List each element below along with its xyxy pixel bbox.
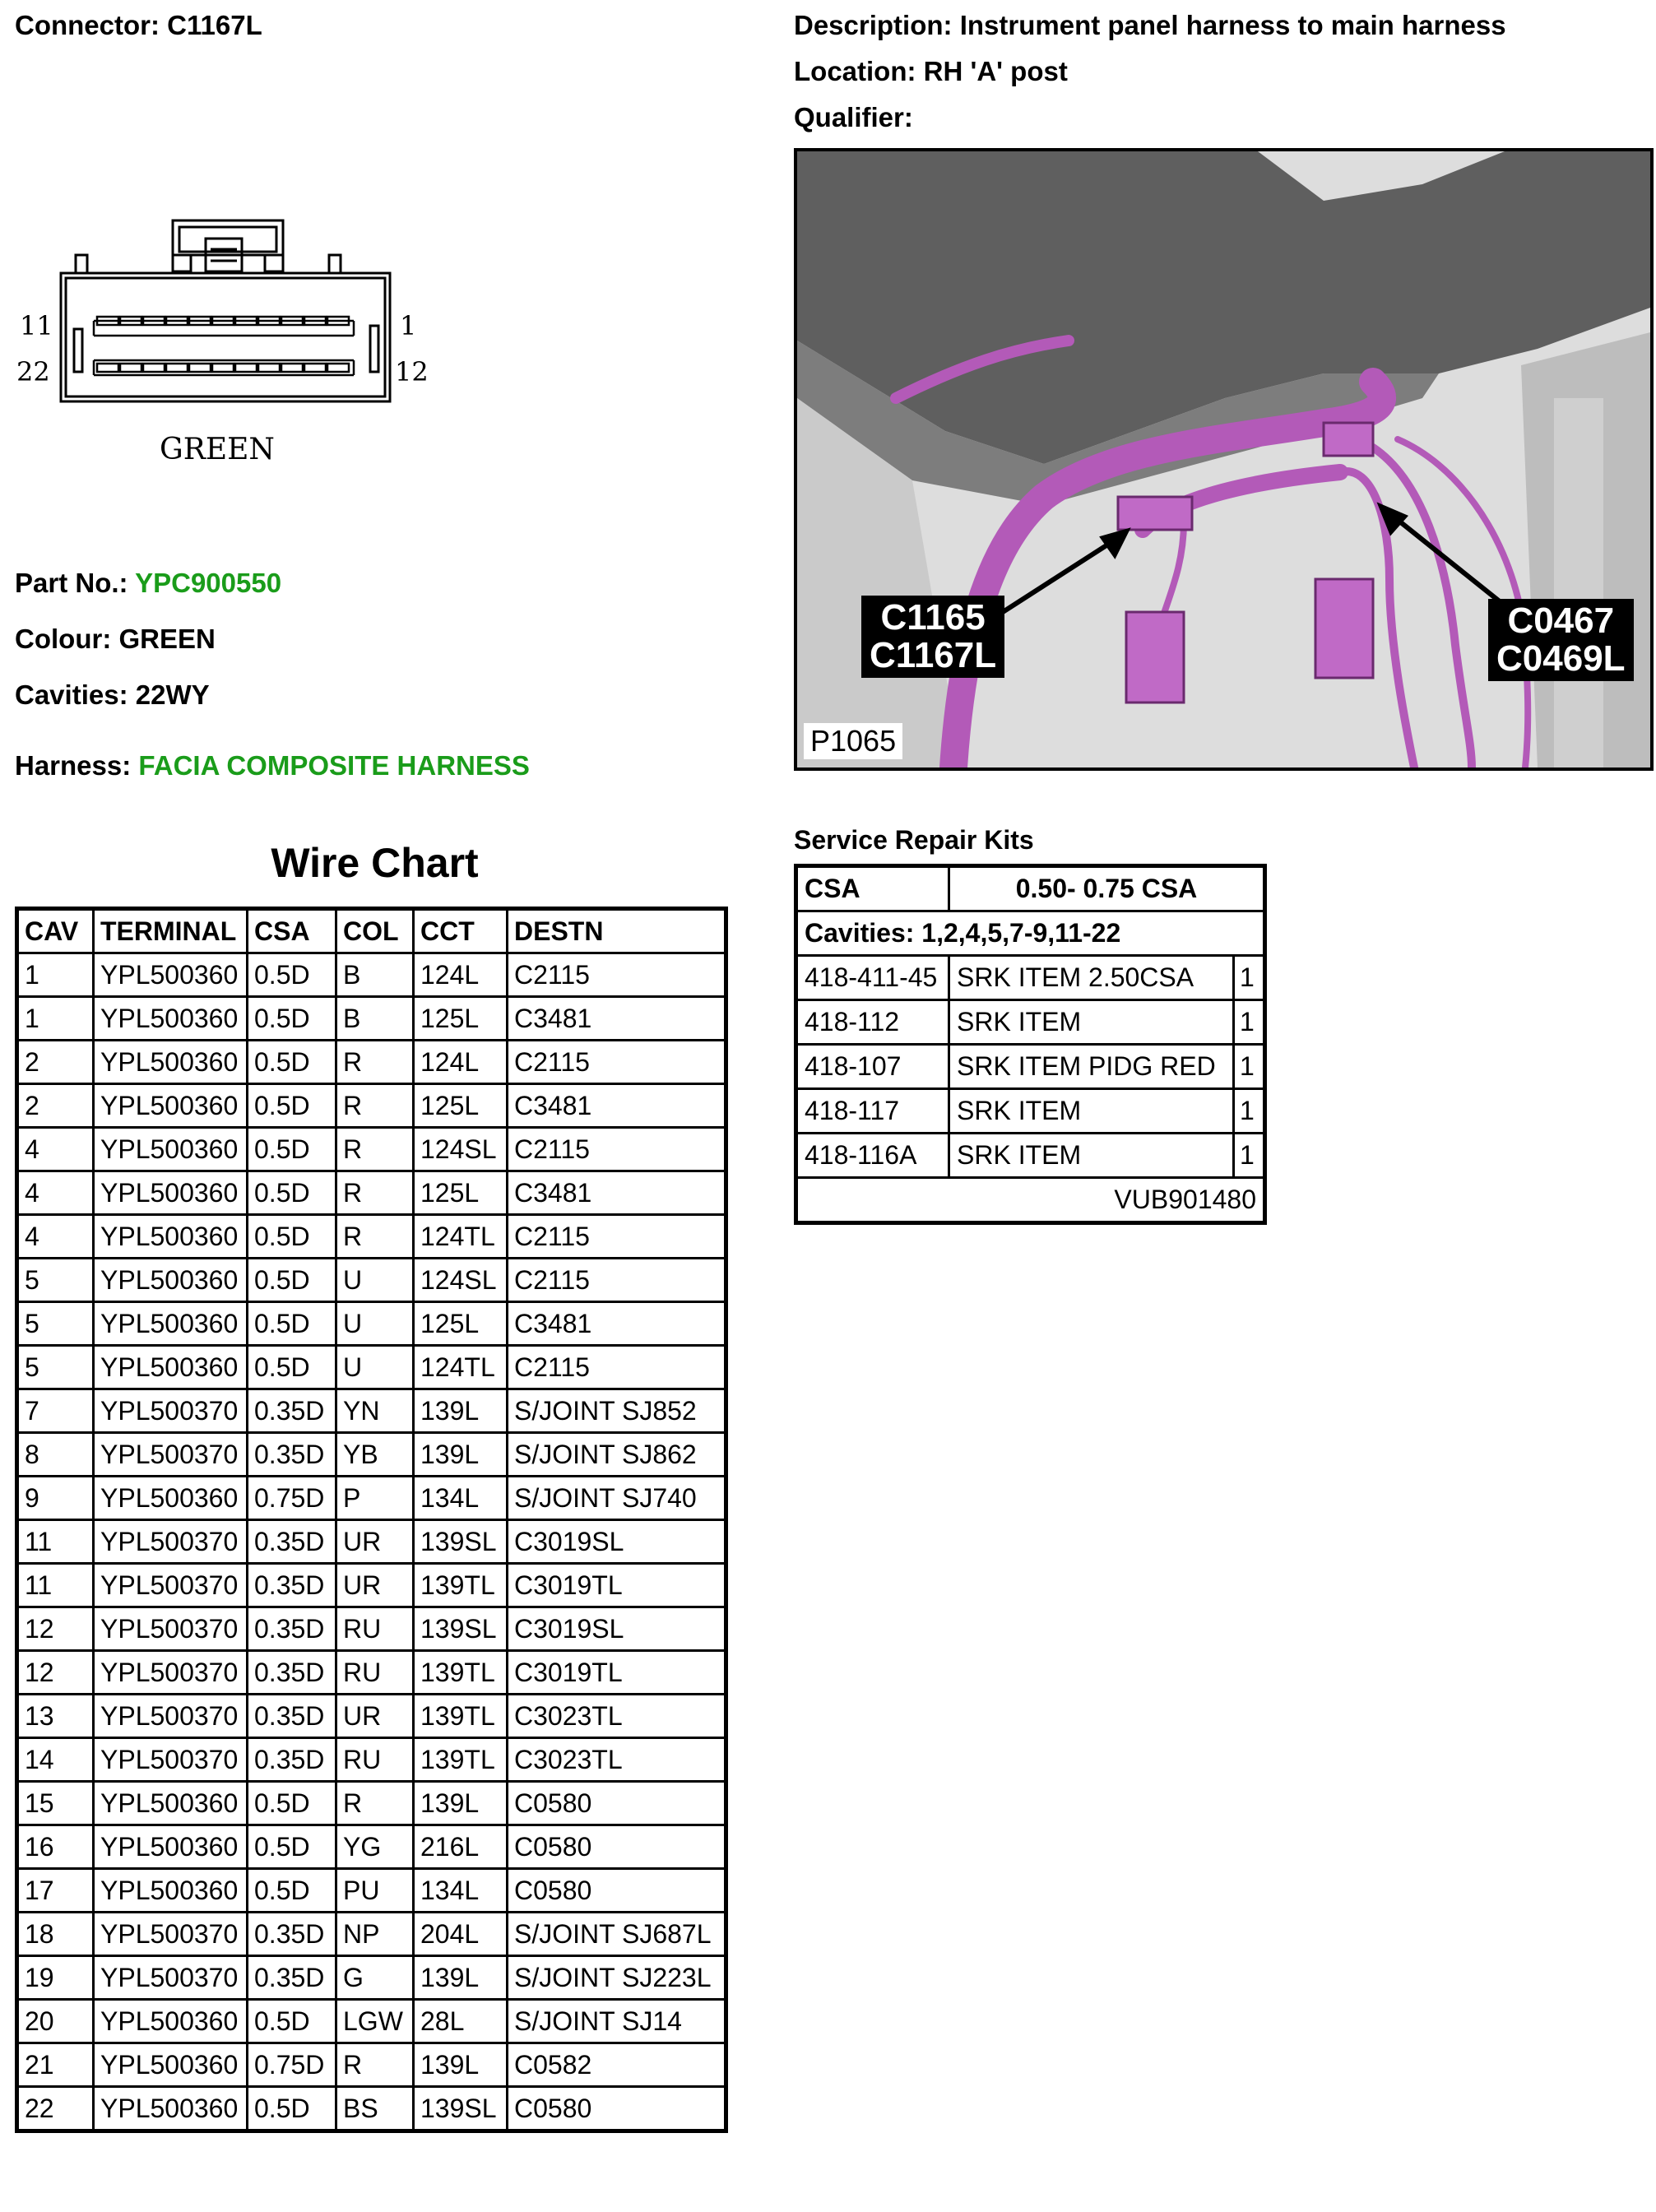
cell-csa: 0.5D: [248, 1346, 336, 1389]
cell-destn: S/JOINT SJ14: [508, 2000, 726, 2043]
cell-cav: 17: [17, 1869, 94, 1913]
table-row: [17, 1433, 726, 1477]
srk-kit-rows: [796, 956, 1265, 1178]
table-row: [17, 2087, 726, 2131]
cell-cct: 124L: [414, 953, 508, 997]
srk-ref-row: [796, 1178, 1265, 1223]
connector-value: C1167L: [167, 10, 262, 40]
cell-destn: S/JOINT SJ740: [508, 1477, 726, 1520]
cell-col: NP: [336, 1913, 414, 1956]
cell-csa: 0.35D: [248, 1913, 336, 1956]
cell-cct: 134L: [414, 1477, 508, 1520]
cell-destn: C2115: [508, 1041, 726, 1084]
table-row: [17, 1825, 726, 1869]
kit-description: SRK ITEM: [949, 1000, 1234, 1045]
srk-csa-row: [796, 866, 1265, 911]
table-row: [17, 1913, 726, 1956]
connector-diagram: [8, 197, 436, 485]
cell-terminal: YPL500370: [94, 1564, 248, 1607]
table-row: [17, 2043, 726, 2087]
cell-csa: 0.5D: [248, 1041, 336, 1084]
cell-csa: 0.35D: [248, 1564, 336, 1607]
callout-right: [1488, 599, 1634, 681]
cell-csa: 0.5D: [248, 1128, 336, 1171]
kit-number: 418-112: [796, 1000, 949, 1045]
kit-description: SRK ITEM 2.50CSA: [949, 956, 1234, 1000]
table-row: [17, 953, 726, 997]
cell-terminal: YPL500360: [94, 2043, 248, 2087]
cell-destn: C3019SL: [508, 1520, 726, 1564]
description-value: Instrument panel harness to main harness: [959, 10, 1506, 40]
part-no-line: [15, 568, 281, 599]
cell-col: U: [336, 1302, 414, 1346]
cell-cct: 139L: [414, 1433, 508, 1477]
cell-col: BS: [336, 2087, 414, 2131]
cell-csa: 0.5D: [248, 1171, 336, 1215]
cell-cct: 124SL: [414, 1259, 508, 1302]
cell-destn: C0582: [508, 2043, 726, 2087]
cell-cct: 139L: [414, 1956, 508, 2000]
cell-terminal: YPL500360: [94, 1041, 248, 1084]
cell-terminal: YPL500370: [94, 1651, 248, 1695]
list-item: [796, 1089, 1265, 1134]
cell-col: LGW: [336, 2000, 414, 2043]
header-cav: CAV: [17, 909, 94, 953]
cell-cct: 125L: [414, 1171, 508, 1215]
list-item: [796, 1134, 1265, 1178]
cell-col: P: [336, 1477, 414, 1520]
table-row: [17, 1389, 726, 1433]
table-row: [17, 1782, 726, 1825]
pin-label-1: 1: [400, 310, 417, 341]
cell-cav: 4: [17, 1171, 94, 1215]
table-row: [17, 1171, 726, 1215]
cell-csa: 0.35D: [248, 1433, 336, 1477]
cell-cav: 5: [17, 1346, 94, 1389]
table-row: [17, 1346, 726, 1389]
qualifier-label: Qualifier:: [794, 102, 913, 132]
cell-csa: 0.35D: [248, 1520, 336, 1564]
cell-csa: 0.5D: [248, 1302, 336, 1346]
cell-cct: 139TL: [414, 1738, 508, 1782]
cell-cav: 1: [17, 997, 94, 1041]
table-row: [17, 1084, 726, 1128]
cell-cct: 139TL: [414, 1695, 508, 1738]
kit-qty: 1: [1234, 1089, 1265, 1134]
wire-chart-table: [15, 907, 728, 2133]
callout-left: [861, 596, 1004, 678]
cell-terminal: YPL500360: [94, 2000, 248, 2043]
header-col: COL: [336, 909, 414, 953]
part-no-value: YPC900550: [135, 568, 282, 598]
cell-col: B: [336, 953, 414, 997]
cell-csa: 0.35D: [248, 1956, 336, 2000]
wire-chart-title: Wire Chart: [271, 840, 479, 886]
cell-terminal: YPL500370: [94, 1607, 248, 1651]
connector-face-drawing: [8, 197, 436, 485]
cell-col: R: [336, 2043, 414, 2087]
colour-value: GREEN: [118, 624, 216, 654]
cell-destn: C3023TL: [508, 1695, 726, 1738]
cell-csa: 0.5D: [248, 1259, 336, 1302]
cell-cav: 19: [17, 1956, 94, 2000]
cell-terminal: YPL500360: [94, 1171, 248, 1215]
cell-csa: 0.35D: [248, 1738, 336, 1782]
cell-cct: 204L: [414, 1913, 508, 1956]
cell-col: UR: [336, 1564, 414, 1607]
cell-cct: 124SL: [414, 1128, 508, 1171]
table-row: [17, 1259, 726, 1302]
list-item: [796, 1000, 1265, 1045]
cell-col: RU: [336, 1651, 414, 1695]
cavities-line: [15, 679, 210, 711]
cell-cav: 4: [17, 1128, 94, 1171]
kit-qty: 1: [1234, 1000, 1265, 1045]
cell-destn: C3023TL: [508, 1738, 726, 1782]
cell-col: R: [336, 1215, 414, 1259]
cell-terminal: YPL500370: [94, 1520, 248, 1564]
part-no-label: Part No.:: [15, 568, 128, 598]
cell-cav: 14: [17, 1738, 94, 1782]
cell-csa: 0.5D: [248, 2087, 336, 2131]
cell-col: UR: [336, 1520, 414, 1564]
cell-cav: 18: [17, 1913, 94, 1956]
cell-col: YB: [336, 1433, 414, 1477]
cell-cav: 12: [17, 1651, 94, 1695]
cell-terminal: YPL500370: [94, 1695, 248, 1738]
location-value: RH 'A' post: [923, 56, 1068, 86]
cell-destn: C0580: [508, 1782, 726, 1825]
kit-description: SRK ITEM: [949, 1089, 1234, 1134]
cell-col: G: [336, 1956, 414, 2000]
callout-left-line-1: C1165: [880, 597, 986, 638]
pin-label-12: 12: [395, 356, 429, 387]
srk-csa-label: CSA: [796, 866, 949, 911]
cell-csa: 0.5D: [248, 1782, 336, 1825]
location-photo: [794, 148, 1654, 771]
cell-csa: 0.5D: [248, 1869, 336, 1913]
cell-terminal: YPL500360: [94, 1215, 248, 1259]
cell-cav: 2: [17, 1084, 94, 1128]
srk-csa-value: 0.50- 0.75 CSA: [949, 866, 1265, 911]
photo-reference: P1065: [804, 723, 902, 759]
cell-cav: 7: [17, 1389, 94, 1433]
table-row: [17, 2000, 726, 2043]
table-row: [17, 1956, 726, 2000]
cell-terminal: YPL500360: [94, 1825, 248, 1869]
header-destn: DESTN: [508, 909, 726, 953]
cell-terminal: YPL500360: [94, 1128, 248, 1171]
location-label: Location:: [794, 56, 916, 86]
pin-label-11: 11: [20, 310, 53, 341]
srk-title: Service Repair Kits: [794, 825, 1034, 855]
cell-terminal: YPL500360: [94, 953, 248, 997]
header-cct: CCT: [414, 909, 508, 953]
cell-destn: C3481: [508, 997, 726, 1041]
cell-terminal: YPL500370: [94, 1433, 248, 1477]
connector-label: Connector:: [15, 10, 160, 40]
pin-label-22: 22: [16, 356, 50, 387]
table-row: [17, 1607, 726, 1651]
table-row: [17, 1651, 726, 1695]
header-terminal: TERMINAL: [94, 909, 248, 953]
cell-destn: C2115: [508, 1128, 726, 1171]
cell-cct: 139TL: [414, 1564, 508, 1607]
cell-csa: 0.35D: [248, 1695, 336, 1738]
cell-cct: 139L: [414, 1782, 508, 1825]
cell-cct: 124TL: [414, 1346, 508, 1389]
cell-cav: 4: [17, 1215, 94, 1259]
cell-terminal: YPL500360: [94, 1084, 248, 1128]
cell-terminal: YPL500360: [94, 2087, 248, 2131]
kit-description: SRK ITEM: [949, 1134, 1234, 1178]
diagram-colour-caption: GREEN: [160, 433, 275, 466]
cell-csa: 0.75D: [248, 2043, 336, 2087]
harness-line: [15, 750, 530, 781]
table-row: [17, 1564, 726, 1607]
kit-number: 418-116A: [796, 1134, 949, 1178]
wire-chart-header-row: [17, 909, 726, 953]
cell-terminal: YPL500370: [94, 1956, 248, 2000]
wire-chart-body: [17, 953, 726, 2131]
cell-cav: 13: [17, 1695, 94, 1738]
cell-terminal: YPL500370: [94, 1389, 248, 1433]
cell-cct: 28L: [414, 2000, 508, 2043]
cell-cav: 20: [17, 2000, 94, 2043]
cell-destn: S/JOINT SJ687L: [508, 1913, 726, 1956]
cell-terminal: YPL500370: [94, 1913, 248, 1956]
cell-csa: 0.5D: [248, 2000, 336, 2043]
table-row: [17, 1128, 726, 1171]
cell-destn: C3481: [508, 1171, 726, 1215]
cell-cav: 5: [17, 1259, 94, 1302]
cell-destn: C0580: [508, 2087, 726, 2131]
cell-csa: 0.35D: [248, 1389, 336, 1433]
cell-cav: 11: [17, 1564, 94, 1607]
table-row: [17, 1302, 726, 1346]
srk-table: [794, 864, 1267, 1225]
kit-number: 418-107: [796, 1045, 949, 1089]
srk-kit-reference: VUB901480: [796, 1178, 1265, 1223]
cell-csa: 0.5D: [248, 1825, 336, 1869]
cell-cct: 134L: [414, 1869, 508, 1913]
cell-cav: 8: [17, 1433, 94, 1477]
cell-cav: 11: [17, 1520, 94, 1564]
cell-destn: S/JOINT SJ223L: [508, 1956, 726, 2000]
cell-destn: C3019TL: [508, 1564, 726, 1607]
cell-cct: 125L: [414, 997, 508, 1041]
cell-destn: C2115: [508, 953, 726, 997]
srk-cavities-row: [796, 911, 1265, 956]
cell-cav: 21: [17, 2043, 94, 2087]
colour-line: [15, 624, 216, 655]
kit-description: SRK ITEM PIDG RED: [949, 1045, 1234, 1089]
cell-terminal: YPL500370: [94, 1738, 248, 1782]
cell-cav: 5: [17, 1302, 94, 1346]
cell-destn: C3481: [508, 1302, 726, 1346]
cell-terminal: YPL500360: [94, 1302, 248, 1346]
kit-qty: 1: [1234, 1045, 1265, 1089]
cell-cct: 216L: [414, 1825, 508, 1869]
cell-col: R: [336, 1128, 414, 1171]
cell-col: UR: [336, 1695, 414, 1738]
cell-terminal: YPL500360: [94, 1782, 248, 1825]
srk-cavities: Cavities: 1,2,4,5,7-9,11-22: [796, 911, 1265, 956]
cell-csa: 0.5D: [248, 953, 336, 997]
table-row: [17, 1738, 726, 1782]
cell-col: RU: [336, 1607, 414, 1651]
cell-csa: 0.5D: [248, 997, 336, 1041]
cell-col: R: [336, 1084, 414, 1128]
cell-terminal: YPL500360: [94, 1259, 248, 1302]
kit-qty: 1: [1234, 1134, 1265, 1178]
table-row: [17, 997, 726, 1041]
cell-cct: 139SL: [414, 1520, 508, 1564]
location-line: [794, 56, 1068, 87]
table-row: [17, 1477, 726, 1520]
cell-col: U: [336, 1346, 414, 1389]
cavities-value: 22WY: [135, 679, 210, 710]
list-item: [796, 956, 1265, 1000]
cell-destn: S/JOINT SJ862: [508, 1433, 726, 1477]
cell-terminal: YPL500360: [94, 1346, 248, 1389]
cell-cct: 139SL: [414, 2087, 508, 2131]
callout-right-line-1: C0467: [1507, 601, 1615, 641]
table-row: [17, 1041, 726, 1084]
cell-col: YG: [336, 1825, 414, 1869]
cell-csa: 0.75D: [248, 1477, 336, 1520]
harness-label: Harness:: [15, 750, 132, 781]
cell-destn: C0580: [508, 1869, 726, 1913]
table-row: [17, 1215, 726, 1259]
cell-col: YN: [336, 1389, 414, 1433]
cell-cav: 15: [17, 1782, 94, 1825]
cell-cct: 139L: [414, 2043, 508, 2087]
cell-cct: 139L: [414, 1389, 508, 1433]
cell-csa: 0.5D: [248, 1084, 336, 1128]
cell-cav: 12: [17, 1607, 94, 1651]
cell-cav: 16: [17, 1825, 94, 1869]
cell-csa: 0.35D: [248, 1607, 336, 1651]
kit-number: 418-117: [796, 1089, 949, 1134]
connector-line: [15, 10, 262, 41]
cell-cct: 139SL: [414, 1607, 508, 1651]
cell-terminal: YPL500360: [94, 997, 248, 1041]
cell-cct: 124L: [414, 1041, 508, 1084]
cell-col: PU: [336, 1869, 414, 1913]
cell-col: B: [336, 997, 414, 1041]
cell-cav: 1: [17, 953, 94, 997]
cell-destn: C3019TL: [508, 1651, 726, 1695]
list-item: [796, 1045, 1265, 1089]
cell-terminal: YPL500360: [94, 1477, 248, 1520]
callout-right-line-2: C0469L: [1496, 638, 1626, 679]
cell-col: RU: [336, 1738, 414, 1782]
cell-destn: S/JOINT SJ852: [508, 1389, 726, 1433]
cell-cct: 124TL: [414, 1215, 508, 1259]
cell-destn: C3019SL: [508, 1607, 726, 1651]
cell-cct: 125L: [414, 1084, 508, 1128]
cell-destn: C2115: [508, 1215, 726, 1259]
harness-value: FACIA COMPOSITE HARNESS: [138, 750, 530, 781]
cell-col: R: [336, 1041, 414, 1084]
header-csa: CSA: [248, 909, 336, 953]
description-line: [794, 10, 1506, 41]
cell-col: U: [336, 1259, 414, 1302]
table-row: [17, 1520, 726, 1564]
cell-destn: C2115: [508, 1346, 726, 1389]
colour-label: Colour:: [15, 624, 112, 654]
cell-csa: 0.35D: [248, 1651, 336, 1695]
kit-qty: 1: [1234, 956, 1265, 1000]
cell-destn: C2115: [508, 1259, 726, 1302]
table-row: [17, 1869, 726, 1913]
cell-cct: 139TL: [414, 1651, 508, 1695]
cell-cav: 22: [17, 2087, 94, 2131]
cell-csa: 0.5D: [248, 1215, 336, 1259]
kit-number: 418-411-45: [796, 956, 949, 1000]
cell-destn: C3481: [508, 1084, 726, 1128]
cell-cct: 125L: [414, 1302, 508, 1346]
cavities-label: Cavities:: [15, 679, 128, 710]
callout-left-line-2: C1167L: [870, 635, 997, 675]
qualifier-line: [794, 102, 913, 133]
description-label: Description:: [794, 10, 953, 40]
table-row: [17, 1695, 726, 1738]
cell-cav: 9: [17, 1477, 94, 1520]
cell-cav: 2: [17, 1041, 94, 1084]
cell-col: R: [336, 1782, 414, 1825]
cell-terminal: YPL500360: [94, 1869, 248, 1913]
cell-col: R: [336, 1171, 414, 1215]
cell-destn: C0580: [508, 1825, 726, 1869]
